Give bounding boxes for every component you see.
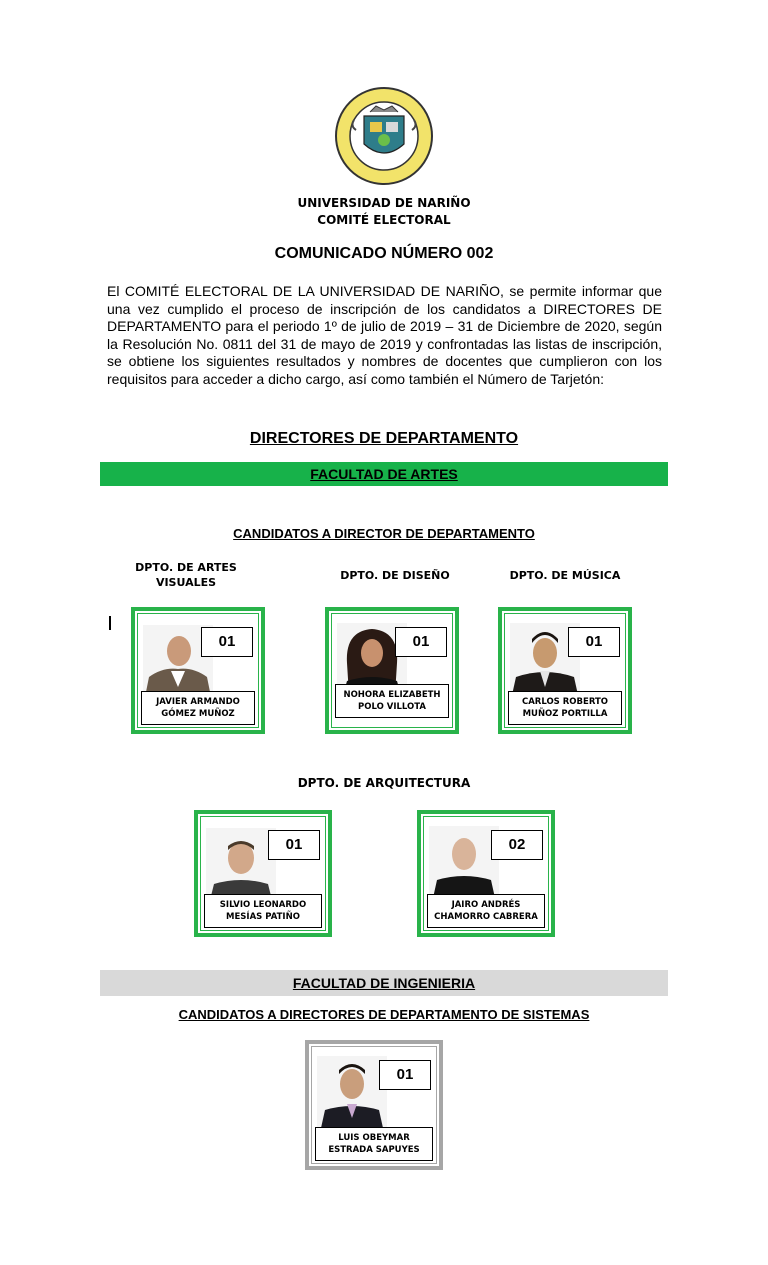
intro-paragraph: El COMITÉ ELECTORAL DE LA UNIVERSIDAD DE NARIÑO, se permite informar que una vez cumplido el proceso de inscripción de los candidatos a DIRECTORES DE DEPARTAMENTO para el periodo 1º de julio de 2019 – 31 de Diciembre de 2020, según la Resolución No. 0811 del 31 de mayo de 2019 y confrontadas las listas de inscripción, se obtiene los siguientes resultados y nombres de docentes que cumplieron con los requisitos para acceder a dicho cargo, así como también el Número de Tarjetón: xyxy=(107,283,662,387)
ballot-number: 01 xyxy=(379,1060,431,1090)
candidate-name xyxy=(141,691,255,725)
candidate-name xyxy=(508,691,622,725)
ballot-number: 01 xyxy=(268,830,320,860)
candidate-last-names: GÓMEZ MUÑOZ xyxy=(161,709,235,719)
dept-diseno: DPTO. DE DISEÑO xyxy=(340,569,450,582)
text-cursor xyxy=(109,616,111,630)
faculty-band-artes: FACULTAD DE ARTES xyxy=(100,462,668,486)
candidate-first-names: JAVIER ARMANDO xyxy=(156,697,240,707)
candidate-last-names: POLO VILLOTA xyxy=(358,702,426,712)
candidate-photo xyxy=(317,1056,387,1128)
candidate-first-names: CARLOS ROBERTO xyxy=(521,697,609,707)
ballot-number: 02 xyxy=(491,830,543,860)
candidate-card xyxy=(417,810,555,937)
candidate-card xyxy=(194,810,332,937)
dept-artes-visuales-line1: DPTO. DE ARTES xyxy=(135,561,237,574)
candidate-first-names: SILVIO LEONARDO xyxy=(219,900,307,910)
candidate-first-names: JAIRO ANDRÉS xyxy=(451,900,521,910)
candidate-last-names: MESÍAS PATIÑO xyxy=(226,912,300,922)
candidate-last-names: ESTRADA SAPUYES xyxy=(328,1145,420,1155)
subtitle-artes: CANDIDATOS A DIRECTOR DE DEPARTAMENTO xyxy=(233,526,535,541)
subtitle-ingenieria: CANDIDATOS A DIRECTORES DE DEPARTAMENTO DE SISTEMAS xyxy=(178,1007,590,1022)
dept-artes-visuales-line2: VISUALES xyxy=(155,576,217,589)
candidate-first-names: LUIS OBEYMAR xyxy=(338,1133,410,1143)
candidate-photo xyxy=(206,828,276,900)
dept-musica: DPTO. DE MÚSICA xyxy=(509,569,621,582)
candidate-card xyxy=(498,607,632,734)
faculty-band-ingenieria: FACULTAD DE INGENIERIA xyxy=(100,970,668,996)
page-title: COMUNICADO NÚMERO 002 xyxy=(274,245,494,262)
dept-arquitectura: DPTO. DE ARQUITECTURA xyxy=(297,776,471,790)
ballot-number: 01 xyxy=(395,627,447,657)
candidate-name xyxy=(315,1127,433,1161)
candidate-last-names: CHAMORRO CABRERA xyxy=(434,912,538,922)
candidate-card xyxy=(325,607,459,734)
candidate-photo xyxy=(429,826,499,898)
candidate-name xyxy=(427,894,545,928)
ballot-number: 01 xyxy=(201,627,253,657)
candidate-card xyxy=(131,607,265,734)
candidate-name xyxy=(204,894,322,928)
candidate-card xyxy=(305,1040,443,1170)
candidate-name xyxy=(335,684,449,718)
ballot-number: 01 xyxy=(568,627,620,657)
university-seal-logo xyxy=(334,86,434,186)
candidate-last-names: MUÑOZ PORTILLA xyxy=(522,709,608,719)
section-title: DIRECTORES DE DEPARTAMENTO xyxy=(249,430,519,447)
candidate-first-names: NOHORA ELIZABETH xyxy=(343,690,441,700)
institution-name: UNIVERSIDAD DE NARIÑO xyxy=(297,196,471,210)
committee-name: COMITÉ ELECTORAL xyxy=(317,213,451,227)
